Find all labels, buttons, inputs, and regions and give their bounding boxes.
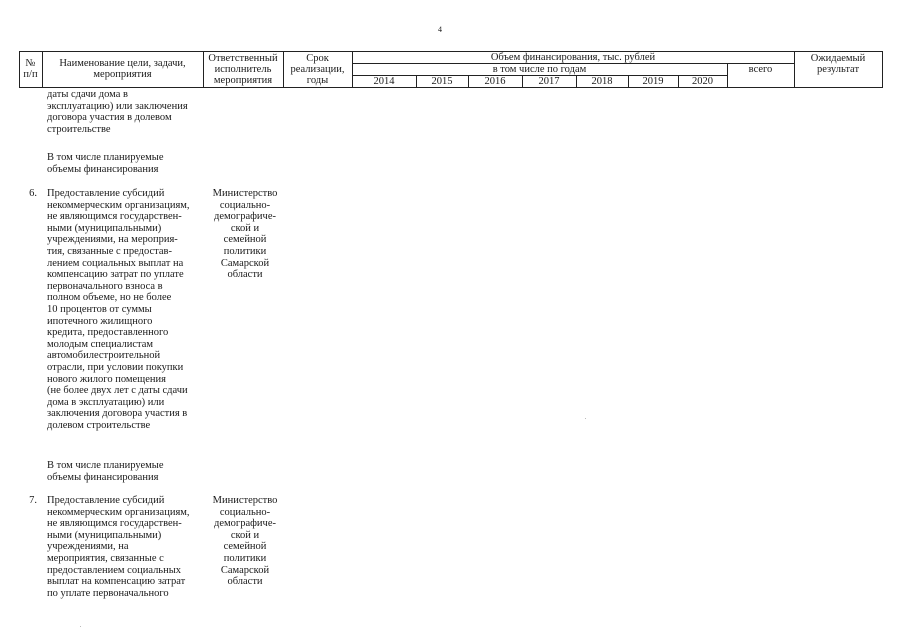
header-term-line1: Срок	[306, 53, 329, 64]
row-6-number: 6.	[29, 188, 37, 199]
row-7-number: 7.	[29, 495, 37, 506]
continuation-text: даты сдачи дома в эксплуатацию) или заключения договора участия в долевом строительстве	[47, 89, 188, 135]
table-header	[19, 51, 883, 88]
header-name-line2: мероприятия	[93, 69, 152, 80]
row-6-responsible: Министерство социально- демографиче- ской и семейной политики Самарской области	[212, 188, 278, 281]
header-result-line2: результат	[816, 64, 860, 75]
row-6-planned: В том числе планируемые объемы финансирования	[47, 460, 164, 483]
header-year: 2019	[642, 76, 664, 87]
header-num-line2: п/п	[23, 69, 38, 80]
header-total: всего	[748, 64, 773, 75]
header-num-line1: №	[25, 58, 36, 69]
header-year: 2017	[538, 76, 560, 87]
header-year: 2014	[373, 76, 395, 87]
page-number: 4	[438, 25, 442, 34]
continuation-planned: В том числе планируемые объемы финансирования	[47, 152, 164, 175]
header-year: 2018	[591, 76, 613, 87]
header-by-years: в том числе по годам	[492, 64, 587, 75]
row-7-name: Предоставление субсидий некоммерческим организациям, не являющимся государствен- ными (муниципальными) учреждениями, на мероприятия, связанные с предоставлением социальных выплат на компенсацию затрат по уплате первоначального	[47, 495, 190, 599]
scan-speck	[80, 626, 81, 627]
header-resp-line3: мероприятия	[213, 75, 273, 86]
row-7-responsible: Министерство социально- демографиче- ской и семейной политики Самарской области	[212, 495, 278, 588]
header-year: 2016	[484, 76, 506, 87]
header-resp-line2: исполнитель	[214, 64, 272, 75]
header-resp-line1: Ответственный	[208, 53, 278, 64]
header-year: 2020	[692, 76, 713, 87]
header-year: 2015	[431, 76, 453, 87]
header-name-line1: Наименование цели, задачи,	[59, 58, 186, 69]
scan-speck	[585, 418, 586, 419]
header-term-line3: годы	[306, 75, 329, 86]
header-term-line2: реализации,	[290, 64, 345, 75]
header-result-line1: Ожидаемый	[810, 53, 866, 64]
row-6-name: Предоставление субсидий некоммерческим организациям, не являющимся государствен- ными (муниципальными) учреждениями, на мероприя- тия, связанные с предостав- лением социальных выплат на компенсацию затрат по уплате первоначального взноса в полном объеме, но не более 10 процентов от суммы ипотечного жилищного кредита, предоставленного молодым специалистам автомобилестроительной отрасли, при условии покупки нового жилого помещения (не более двух лет с даты сдачи дома в эксплуатацию) или заключения договора участия в долевом строительстве	[47, 188, 190, 431]
header-financing: Объем финансирования, тыс. рублей	[490, 52, 656, 63]
